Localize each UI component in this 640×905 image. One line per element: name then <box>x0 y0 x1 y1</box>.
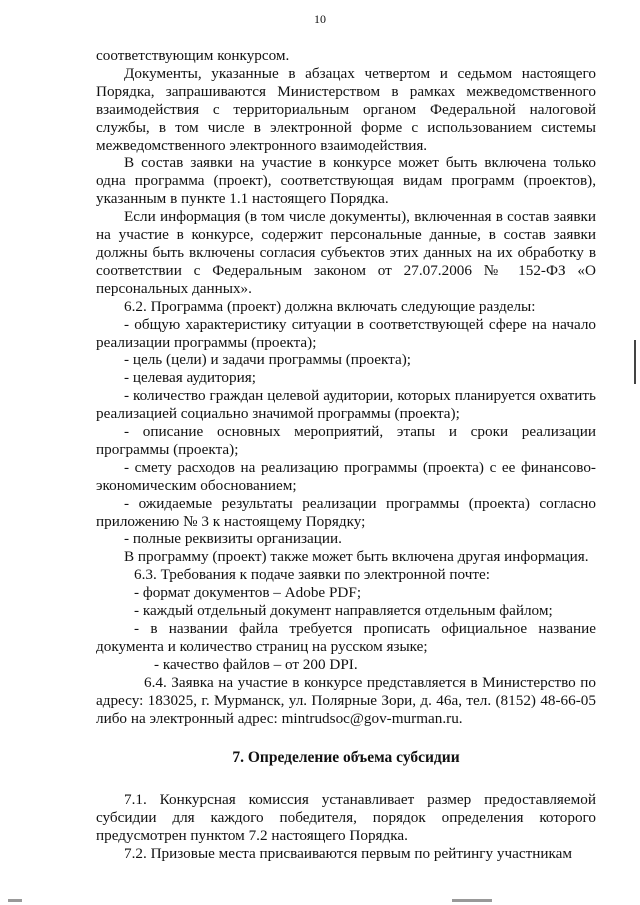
list-item: - в названии файла требуется прописать официальное название документа и количество страниц на русском языке; <box>96 620 596 655</box>
list-item: - смету расходов на реализацию программы (проекта) с ее финансово-экономическим обоснованием; <box>96 458 596 494</box>
paragraph: 7.2. Призовые места присваиваются первым по рейтингу участникам <box>124 845 572 863</box>
paragraph: В состав заявки на участие в конкурсе может быть включена только одна программа (проект), соответствующая видам программ (проектов), указанным в пункте 1.1 настоящего Порядка. <box>96 154 596 208</box>
paragraph: Документы, указанные в абзацах четвертом и седьмом настоящего Порядка, запрашиваются Министерством в рамках межведомственного взаимодействия с территориальным органом Федеральной налоговой службы, в том числе в электронной форме с использованием системы межведомственного электронного взаимодействия. <box>96 64 596 154</box>
list-item: - ожидаемые результаты реализации программы (проекта) согласно приложению № 3 к настоящему Порядку; <box>96 494 596 530</box>
paragraph: 6.4. Заявка на участие в конкурсе представляется в Министерство по адресу: 183025, г. Мурманск, ул. Полярные Зори, д. 46а, тел. (8152) 48-66-05 либо на электронный адрес: mintrudsoc@gov-murman.ru. <box>96 673 596 727</box>
document-body <box>96 47 596 863</box>
list-item: - каждый отдельный документ направляется отдельным файлом; <box>134 602 553 620</box>
paragraph: Если информация (в том числе документы), включенная в состав заявки на участие в конкурсе, содержит персональные данные, в состав заявки должны быть включены согласия субъектов этих данных на их обработку в соответствии с Федеральным законом от 27.07.2006 № 152-ФЗ «О персональных данных». <box>96 208 596 297</box>
scan-edge-mark <box>634 340 636 384</box>
section-heading: 7. Определение объема субсидии <box>232 749 460 767</box>
paragraph: В программу (проект) также может быть включена другая информация. <box>124 548 589 566</box>
list-item: - формат документов – Adobe PDF; <box>134 584 362 602</box>
list-item: - общую характеристику ситуации в соответствующей сфере на начало реализации программы (проекта); <box>96 315 596 351</box>
list-item: - количество граждан целевой аудитории, которых планируется охватить реализацией социально значимой программы (проекта); <box>96 387 596 423</box>
list-item: - цель (цели) и задачи программы (проекта); <box>124 351 412 369</box>
paragraph: 7.1. Конкурсная комиссия устанавливает размер предоставляемой субсидии для каждого победителя, порядок определения которого предусмотрен пунктом 7.2 настоящего Порядка. <box>96 791 596 845</box>
list-item: - качество файлов – от 200 DPI. <box>154 655 358 673</box>
page-number: 10 <box>314 12 326 26</box>
scan-artifact <box>0 897 640 905</box>
paragraph: соответствующим конкурсом. <box>96 47 290 64</box>
paragraph: 6.2. Программа (проект) должна включать следующие разделы: <box>124 297 536 315</box>
list-item: - полные реквизиты организации. <box>124 530 342 548</box>
list-item: - целевая аудитория; <box>124 369 256 387</box>
list-item: - описание основных мероприятий, этапы и сроки реализации программы (проекта); <box>96 423 596 458</box>
paragraph: 6.3. Требования к подаче заявки по электронной почте: <box>134 566 490 584</box>
